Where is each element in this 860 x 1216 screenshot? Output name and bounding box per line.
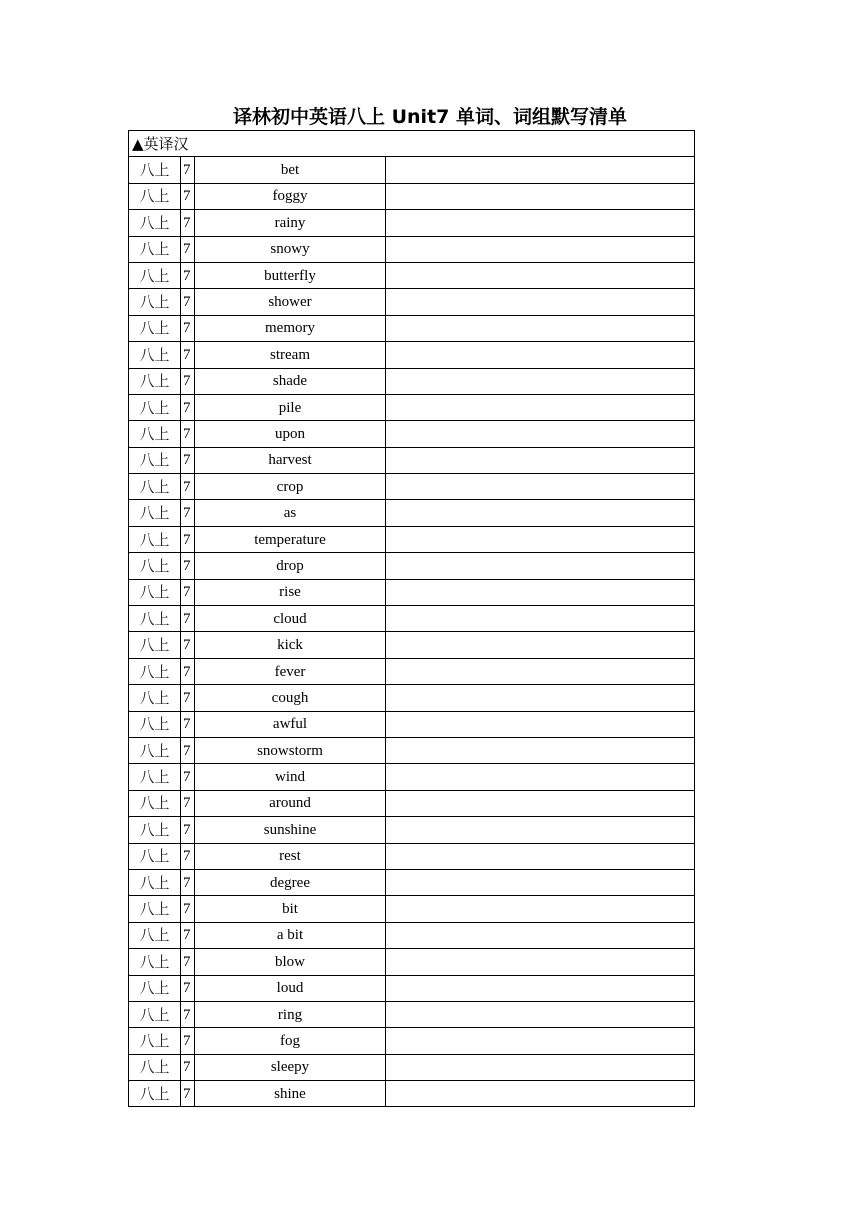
book-cell: 八上 xyxy=(129,711,181,737)
answer-cell[interactable] xyxy=(386,315,695,341)
table-row xyxy=(129,764,695,790)
answer-cell[interactable] xyxy=(386,711,695,737)
unit-cell: 7 xyxy=(181,1081,195,1107)
word-cell: sunshine xyxy=(195,817,386,843)
table-row xyxy=(129,183,695,209)
table-row xyxy=(129,394,695,420)
answer-cell[interactable] xyxy=(386,394,695,420)
unit-cell: 7 xyxy=(181,843,195,869)
word-cell: rise xyxy=(195,579,386,605)
table-row xyxy=(129,1001,695,1027)
book-cell: 八上 xyxy=(129,579,181,605)
answer-cell[interactable] xyxy=(386,447,695,473)
unit-cell: 7 xyxy=(181,526,195,552)
table-row xyxy=(129,210,695,236)
table-row xyxy=(129,1054,695,1080)
table-row xyxy=(129,342,695,368)
unit-cell: 7 xyxy=(181,922,195,948)
word-cell: memory xyxy=(195,315,386,341)
answer-cell[interactable] xyxy=(386,685,695,711)
word-cell: snowy xyxy=(195,236,386,262)
book-cell: 八上 xyxy=(129,606,181,632)
book-cell: 八上 xyxy=(129,764,181,790)
answer-cell[interactable] xyxy=(386,157,695,183)
book-cell: 八上 xyxy=(129,1028,181,1054)
unit-cell: 7 xyxy=(181,421,195,447)
book-cell: 八上 xyxy=(129,315,181,341)
table-row xyxy=(129,922,695,948)
unit-cell: 7 xyxy=(181,1054,195,1080)
unit-cell: 7 xyxy=(181,394,195,420)
book-cell: 八上 xyxy=(129,553,181,579)
unit-cell: 7 xyxy=(181,500,195,526)
unit-cell: 7 xyxy=(181,764,195,790)
answer-cell[interactable] xyxy=(386,764,695,790)
unit-cell: 7 xyxy=(181,949,195,975)
table-row xyxy=(129,606,695,632)
answer-cell[interactable] xyxy=(386,553,695,579)
table-row xyxy=(129,632,695,658)
word-cell: shade xyxy=(195,368,386,394)
table-row xyxy=(129,157,695,183)
answer-cell[interactable] xyxy=(386,922,695,948)
table-row xyxy=(129,711,695,737)
answer-cell[interactable] xyxy=(386,606,695,632)
book-cell: 八上 xyxy=(129,526,181,552)
book-cell: 八上 xyxy=(129,262,181,288)
answer-cell[interactable] xyxy=(386,1001,695,1027)
word-cell: rainy xyxy=(195,210,386,236)
unit-cell: 7 xyxy=(181,817,195,843)
word-cell: butterfly xyxy=(195,262,386,288)
word-cell: upon xyxy=(195,421,386,447)
table-row xyxy=(129,896,695,922)
word-cell: awful xyxy=(195,711,386,737)
unit-cell: 7 xyxy=(181,632,195,658)
word-cell: shower xyxy=(195,289,386,315)
word-cell: pile xyxy=(195,394,386,420)
answer-cell[interactable] xyxy=(386,737,695,763)
answer-cell[interactable] xyxy=(386,262,695,288)
word-cell: snowstorm xyxy=(195,737,386,763)
section-label: ▲英译汉 xyxy=(129,131,695,157)
vocab-table-body xyxy=(129,131,695,1107)
answer-cell[interactable] xyxy=(386,843,695,869)
answer-cell[interactable] xyxy=(386,869,695,895)
table-row xyxy=(129,737,695,763)
table-row xyxy=(129,315,695,341)
table-row xyxy=(129,685,695,711)
table-row xyxy=(129,289,695,315)
table-row xyxy=(129,817,695,843)
unit-cell: 7 xyxy=(181,262,195,288)
unit-cell: 7 xyxy=(181,210,195,236)
book-cell: 八上 xyxy=(129,685,181,711)
word-cell: stream xyxy=(195,342,386,368)
unit-cell: 7 xyxy=(181,315,195,341)
book-cell: 八上 xyxy=(129,289,181,315)
book-cell: 八上 xyxy=(129,210,181,236)
word-cell: crop xyxy=(195,474,386,500)
unit-cell: 7 xyxy=(181,579,195,605)
unit-cell: 7 xyxy=(181,685,195,711)
word-cell: harvest xyxy=(195,447,386,473)
word-cell: around xyxy=(195,790,386,816)
answer-cell[interactable] xyxy=(386,500,695,526)
word-cell: wind xyxy=(195,764,386,790)
word-cell: rest xyxy=(195,843,386,869)
book-cell: 八上 xyxy=(129,1081,181,1107)
table-row xyxy=(129,553,695,579)
table-row xyxy=(129,236,695,262)
table-row xyxy=(129,579,695,605)
word-cell: a bit xyxy=(195,922,386,948)
table-row xyxy=(129,500,695,526)
unit-cell: 7 xyxy=(181,869,195,895)
unit-cell: 7 xyxy=(181,183,195,209)
table-row xyxy=(129,658,695,684)
answer-cell[interactable] xyxy=(386,368,695,394)
answer-cell[interactable] xyxy=(386,949,695,975)
table-row xyxy=(129,421,695,447)
word-cell: blow xyxy=(195,949,386,975)
unit-cell: 7 xyxy=(181,342,195,368)
answer-cell[interactable] xyxy=(386,526,695,552)
table-row xyxy=(129,262,695,288)
answer-cell[interactable] xyxy=(386,289,695,315)
word-cell: foggy xyxy=(195,183,386,209)
answer-cell[interactable] xyxy=(386,236,695,262)
book-cell: 八上 xyxy=(129,843,181,869)
table-row xyxy=(129,526,695,552)
answer-cell[interactable] xyxy=(386,896,695,922)
unit-cell: 7 xyxy=(181,236,195,262)
table-row xyxy=(129,869,695,895)
answer-cell[interactable] xyxy=(386,183,695,209)
unit-cell: 7 xyxy=(181,606,195,632)
book-cell: 八上 xyxy=(129,447,181,473)
answer-cell[interactable] xyxy=(386,1081,695,1107)
table-row xyxy=(129,368,695,394)
book-cell: 八上 xyxy=(129,922,181,948)
book-cell: 八上 xyxy=(129,368,181,394)
word-cell: cough xyxy=(195,685,386,711)
answer-cell[interactable] xyxy=(386,1028,695,1054)
table-row xyxy=(129,843,695,869)
book-cell: 八上 xyxy=(129,157,181,183)
table-row xyxy=(129,1081,695,1107)
table-row xyxy=(129,1028,695,1054)
word-cell: fog xyxy=(195,1028,386,1054)
word-cell: loud xyxy=(195,975,386,1001)
answer-cell[interactable] xyxy=(386,790,695,816)
book-cell: 八上 xyxy=(129,394,181,420)
answer-cell[interactable] xyxy=(386,1054,695,1080)
answer-cell[interactable] xyxy=(386,975,695,1001)
page-title: 译林初中英语八上 Unit7 单词、词组默写清单 xyxy=(232,106,627,128)
answer-cell[interactable] xyxy=(386,632,695,658)
book-cell: 八上 xyxy=(129,869,181,895)
answer-cell[interactable] xyxy=(386,658,695,684)
word-cell: bit xyxy=(195,896,386,922)
unit-cell: 7 xyxy=(181,368,195,394)
word-cell: as xyxy=(195,500,386,526)
book-cell: 八上 xyxy=(129,342,181,368)
book-cell: 八上 xyxy=(129,1001,181,1027)
word-cell: drop xyxy=(195,553,386,579)
answer-cell[interactable] xyxy=(386,421,695,447)
word-cell: ring xyxy=(195,1001,386,1027)
word-cell: sleepy xyxy=(195,1054,386,1080)
unit-cell: 7 xyxy=(181,474,195,500)
unit-cell: 7 xyxy=(181,737,195,763)
answer-cell[interactable] xyxy=(386,579,695,605)
answer-cell[interactable] xyxy=(386,817,695,843)
table-row xyxy=(129,447,695,473)
word-cell: fever xyxy=(195,658,386,684)
unit-cell: 7 xyxy=(181,790,195,816)
book-cell: 八上 xyxy=(129,790,181,816)
table-row xyxy=(129,474,695,500)
book-cell: 八上 xyxy=(129,1054,181,1080)
word-cell: temperature xyxy=(195,526,386,552)
book-cell: 八上 xyxy=(129,183,181,209)
answer-cell[interactable] xyxy=(386,342,695,368)
unit-cell: 7 xyxy=(181,975,195,1001)
word-cell: shine xyxy=(195,1081,386,1107)
unit-cell: 7 xyxy=(181,1001,195,1027)
book-cell: 八上 xyxy=(129,421,181,447)
unit-cell: 7 xyxy=(181,447,195,473)
unit-cell: 7 xyxy=(181,157,195,183)
word-cell: bet xyxy=(195,157,386,183)
section-header-row xyxy=(129,131,695,157)
book-cell: 八上 xyxy=(129,896,181,922)
book-cell: 八上 xyxy=(129,975,181,1001)
table-row xyxy=(129,790,695,816)
unit-cell: 7 xyxy=(181,711,195,737)
word-cell: cloud xyxy=(195,606,386,632)
answer-cell[interactable] xyxy=(386,474,695,500)
table-row xyxy=(129,949,695,975)
unit-cell: 7 xyxy=(181,553,195,579)
book-cell: 八上 xyxy=(129,474,181,500)
book-cell: 八上 xyxy=(129,817,181,843)
word-cell: kick xyxy=(195,632,386,658)
book-cell: 八上 xyxy=(129,658,181,684)
book-cell: 八上 xyxy=(129,737,181,763)
answer-cell[interactable] xyxy=(386,210,695,236)
unit-cell: 7 xyxy=(181,289,195,315)
unit-cell: 7 xyxy=(181,1028,195,1054)
word-cell: degree xyxy=(195,869,386,895)
book-cell: 八上 xyxy=(129,500,181,526)
unit-cell: 7 xyxy=(181,658,195,684)
vocab-table xyxy=(128,130,695,1107)
book-cell: 八上 xyxy=(129,236,181,262)
book-cell: 八上 xyxy=(129,949,181,975)
table-row xyxy=(129,975,695,1001)
book-cell: 八上 xyxy=(129,632,181,658)
unit-cell: 7 xyxy=(181,896,195,922)
